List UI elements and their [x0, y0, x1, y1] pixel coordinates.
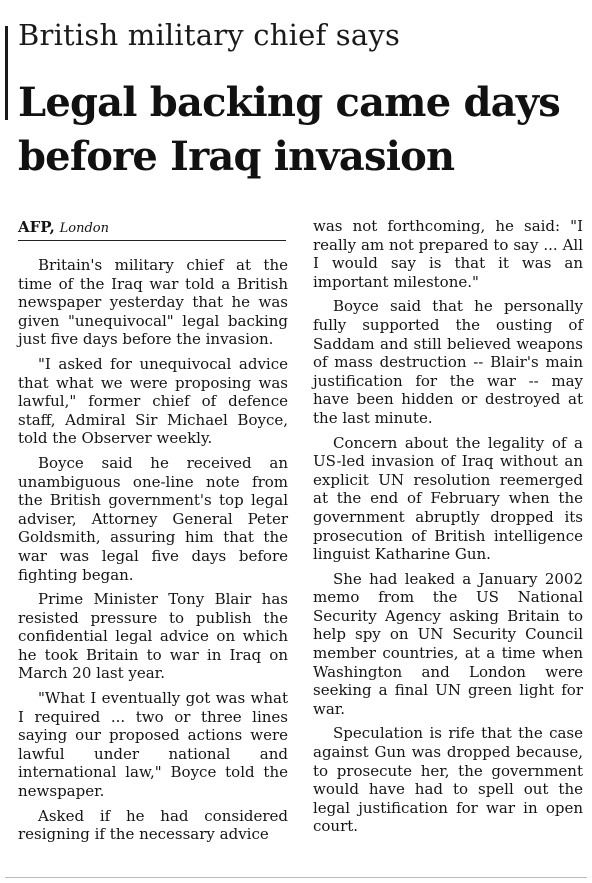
byline-city: London: [59, 221, 109, 236]
paragraph: "I asked for unequivocal advice that what we were proposing was lawful," former chief of defence staff, Admiral Sir Michael Boyce, told the Observer weekly.: [18, 354, 288, 448]
headline-line-2: before Iraq invasion: [18, 133, 455, 180]
paragraph: Britain's military chief at the time of the Iraq war told a British newspaper yesterday that he was given "unequivocal" legal backing just five days before the invasion.: [18, 256, 288, 349]
paragraph: She had leaked a January 2002 memo from the US National Security Agency asking Britain to help spy on UN Security Council member countries, at a time when Washington and London were seeking a final UN green light for war.: [313, 569, 583, 718]
paragraph: Boyce said that he personally fully supported the ousting of Saddam and still believed weapons of mass destruction -- Blair's main justification for the war -- may have been hidden or destroyed at the last minute.: [313, 297, 583, 427]
article-column-right: [313, 217, 583, 842]
paragraph: Boyce said he received an unambiguous one-line note from the British government's top legal adviser, Attorney General Peter Goldsmith, assuring him that the war was legal five days before fighting began.: [18, 453, 288, 584]
byline-agency: AFP,: [18, 218, 55, 236]
paragraph: Speculation is rife that the case against Gun was dropped because, to prosecute her, the government would have had to spell out the legal justification for war in open court.: [313, 724, 583, 836]
byline: [18, 217, 109, 239]
paragraph: Prime Minister Tony Blair has resisted pressure to publish the confidential legal advice on which he took Britain to war in Iraq on March 20 last year.: [18, 590, 288, 683]
paragraph-continuation: was not forthcoming, he said: "I really am not prepared to say ... All I would say is that it was an important milestone.": [313, 217, 583, 291]
kicker-headline: British military chief says: [18, 18, 401, 52]
paragraph: "What I eventually got was what I required ... two or three lines saying our proposed actions were lawful under national and international law," Boyce told the newspaper.: [18, 689, 288, 801]
byline-divider: [18, 240, 286, 241]
main-headline: [18, 76, 586, 184]
paragraph: Asked if he had considered resigning if the necessary advice: [18, 806, 288, 844]
article-column-left: [18, 256, 288, 850]
left-accent-rule: [5, 26, 8, 120]
bottom-divider: [5, 877, 587, 878]
headline-line-1: Legal backing came days: [18, 79, 560, 126]
paragraph: Concern about the legality of a US-led invasion of Iraq without an explicit UN resolution reemerged at the end of February when the government abruptly dropped its prosecution of British intelligence linguist Katharine Gun.: [313, 433, 583, 564]
